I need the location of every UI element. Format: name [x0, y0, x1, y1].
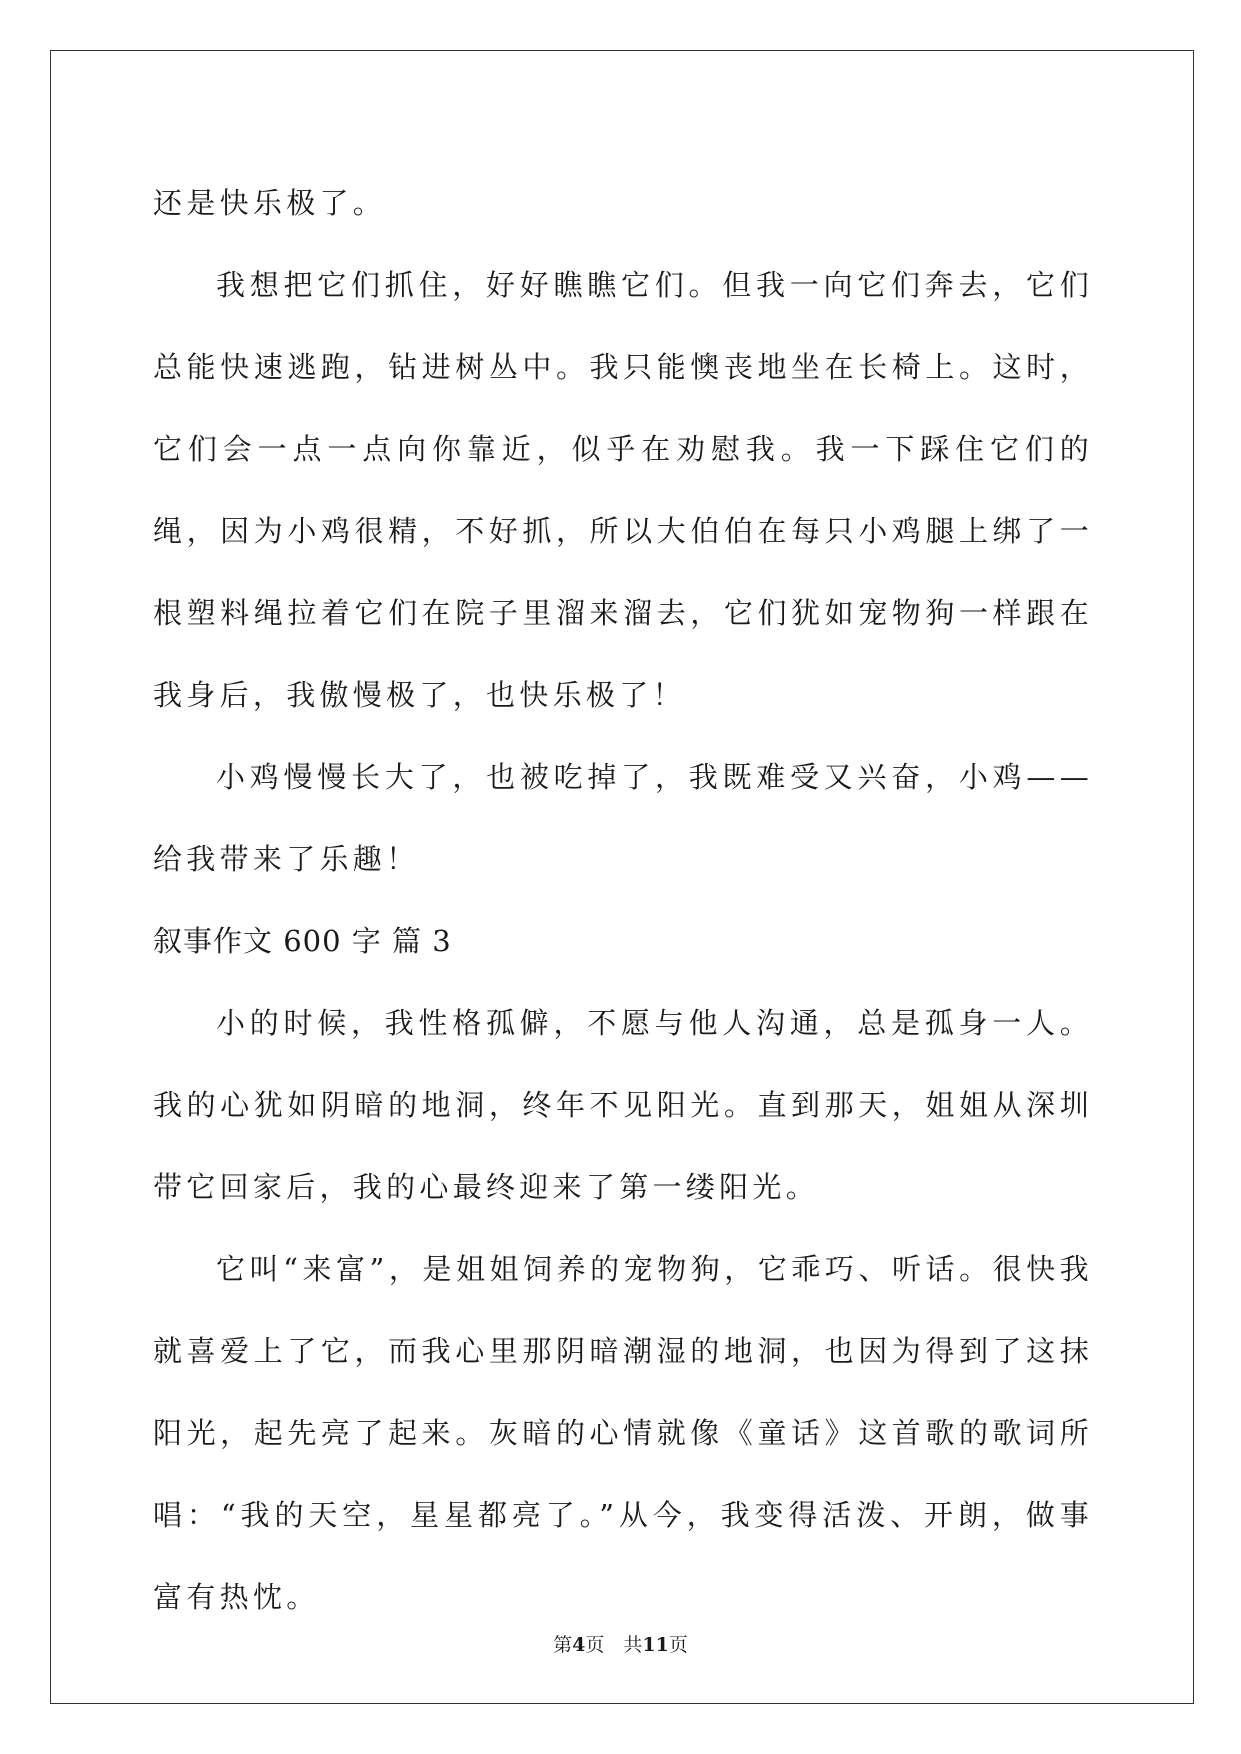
paragraph-5: 它叫“来富”，是姐姐饲养的宠物狗，它乖巧、听话。很快我就喜爱上了它，而我心里那阴暗潮湿的地洞，也因为得到了这抹阳光，起先亮了起来。灰暗的心情就像《童话》这首歌的歌词所唱：“我的天空，星星都亮了。”从今，我变得活泼、开朗，做事富有热忱。: [153, 1252, 1093, 1614]
footer-mid: 页 共: [585, 1634, 643, 1656]
paragraph-3: 小鸡慢慢长大了，也被吃掉了，我既难受又兴奋，小鸡——给我带来了乐趣！: [153, 760, 1093, 876]
footer-suffix: 页: [668, 1634, 688, 1656]
section-heading: 叙事作文 600 字 篇 3: [153, 924, 452, 958]
paragraph-4: 小的时候，我性格孤僻，不愿与他人沟通，总是孤身一人。我的心犹如阴暗的地洞，终年不见阳光。直到那天，姐姐从深圳带它回家后，我的心最终迎来了第一缕阳光。: [153, 1006, 1093, 1204]
paragraph-1: 还是快乐极了。: [153, 186, 387, 220]
footer-prefix: 第: [553, 1634, 573, 1656]
page-footer: [0, 1630, 1241, 1657]
footer-total-pages: 11: [642, 1634, 669, 1656]
paragraph-2: 我想把它们抓住，好好瞧瞧它们。但我一向它们奔去，它们总能快速逃跑，钻进树丛中。我只能懊丧地坐在长椅上。这时，它们会一点一点向你靠近，似乎在劝慰我。我一下踩住它们的绳，因为小鸡很精，不好抓，所以大伯伯在每只小鸡腿上绑了一根塑料绳拉着它们在院子里溜来溜去，它们犹如宠物狗一样跟在我身后，我傲慢极了，也快乐极了！: [153, 268, 1093, 712]
footer-current-page: 4: [572, 1634, 586, 1656]
document-body: [153, 162, 1093, 1638]
